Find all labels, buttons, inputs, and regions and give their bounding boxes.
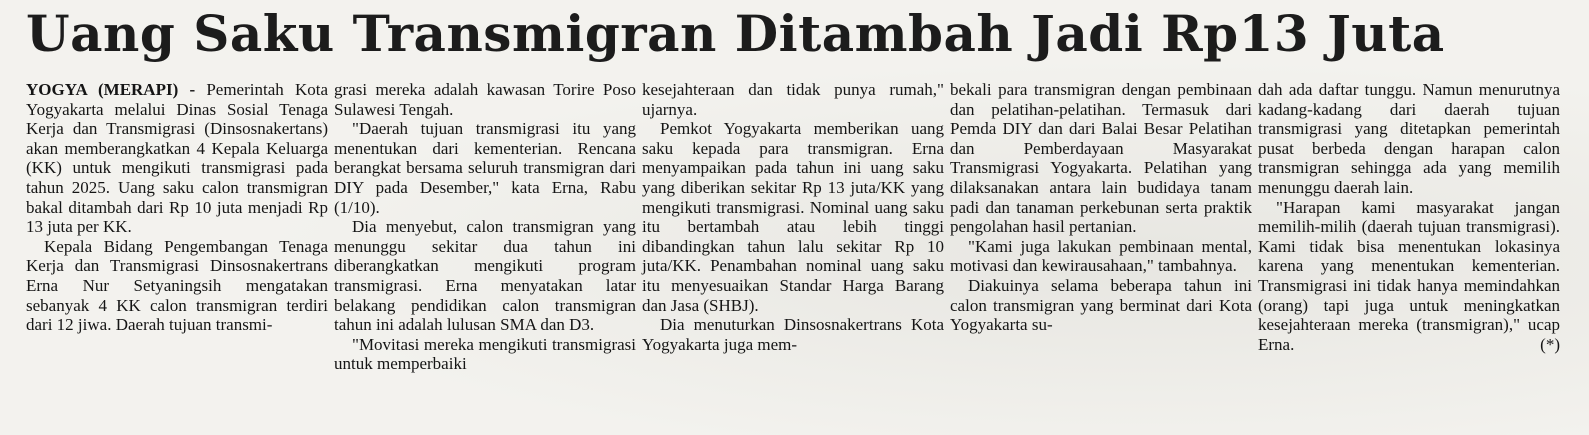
paragraph: "Kami juga lakukan pembinaan mental, motivasi dan kewirausahaan," tambahnya. — [950, 236, 1252, 276]
end-mark: (*) — [1540, 334, 1560, 354]
article-body — [26, 80, 1566, 430]
paragraph: Dia menuturkan Dinsosnakertrans Kota Yogyakarta juga mem- — [642, 315, 944, 354]
paragraph: Dia menyebut, calon transmigran yang menunggu sekitar dua tahun ini diberangkatkan mengikuti program transmigrasi. Erna menyatakan latar belakang pendidikan calon transmigran tahun ini adalah lulusan SMA dan D3. — [334, 217, 636, 335]
column-4 — [950, 80, 1252, 430]
paragraph-text: Pemerintah Kota Yogyakarta melalui Dinas Sosial Tenaga Kerja dan Transmigrasi (Dinsosnakertans) akan memberangkatkan 4 Kepala Keluarga (KK) untuk mengikuti transmigrasi pada tahun 2025. Uang saku calon transmigran bakal ditambah dari Rp 10 juta menjadi Rp 13 juta per KK. — [26, 80, 329, 237]
paragraph: kesejahteraan dan tidak punya rumah," ujarnya. — [642, 80, 944, 119]
paragraph — [1258, 198, 1560, 355]
column-1 — [26, 80, 328, 430]
paragraph: Kepala Bidang Pengembangan Tenaga Kerja dan Transmigrasi Dinsosnakertrans Erna Nur Setyaningsih mengatakan sebanyak 4 KK calon transmigran terdiri dari 12 jiwa. Daerah tujuan transmi- — [26, 236, 328, 335]
paragraph-text: "Harapan kami masyarakat jangan memilih-milih (daerah tujuan transmigrasi). Kami tidak bisa menentukan lokasinya karena yang menentukan kementerian. Transmigrasi ini tidak hanya memindahkan (orang) tapi juga untuk meningkatkan kesejahteraan mereka (transmigran)," ucap Erna. — [1258, 197, 1560, 354]
paragraph: grasi mereka adalah kawasan Torire Poso Sulawesi Tengah. — [334, 80, 636, 119]
dateline: YOGYA (MERAPI) - — [26, 80, 196, 99]
paragraph: "Daerah tujuan transmigrasi itu yang menentukan dari kementerian. Rencana berangkat bersama seluruh transmigran dari DIY pada Desember," kata Erna, Rabu (1/10). — [334, 119, 636, 217]
column-2 — [334, 80, 636, 430]
paragraph: Pemkot Yogyakarta memberikan uang saku kepada para transmigran. Erna menyampaikan pada tahun ini uang saku yang diberikan sekitar Rp 13 juta/KK yang mengikuti transmigrasi. Nominal uang saku itu bertambah atau lebih tinggi dibandingkan tahun lalu sekitar Rp 10 juta/KK. Penambahan nominal uang saku itu menyesuaikan Standar Harga Barang dan Jasa (SHBJ). — [642, 119, 944, 315]
paragraph: "Movitasi mereka mengikuti transmigrasi untuk memperbaiki — [334, 334, 636, 374]
column-3 — [642, 80, 944, 430]
column-5 — [1258, 80, 1560, 430]
paragraph: dah ada daftar tunggu. Namun menurutnya kadang-kadang dari daerah tujuan transmigrasi yang ditetapkan pemerintah pusat berbeda dengan harapan calon transmigran sehingga ada yang memilih menunggu daerah lain. — [1258, 80, 1560, 197]
paragraph: Diakuinya selama beberapa tahun ini calon transmigran yang berminat dari Kota Yogyakarta su- — [950, 275, 1252, 335]
paragraph: bekali para transmigran dengan pembinaan dan pelatihan-pelatihan. Termasuk dari Pemda DIY dan dari Balai Besar Pelatihan dan Pemberdayaan Masyarakat Transmigrasi Yogyakarta. Pelatihan yang dilaksanakan antara lain budidaya tanam padi dan tanaman perkebunan serta praktik pengolahan hasil pertanian. — [950, 80, 1252, 237]
paragraph — [26, 80, 328, 237]
headline: Uang Saku Transmigran Ditambah Jadi Rp13 Juta — [26, 4, 1445, 63]
